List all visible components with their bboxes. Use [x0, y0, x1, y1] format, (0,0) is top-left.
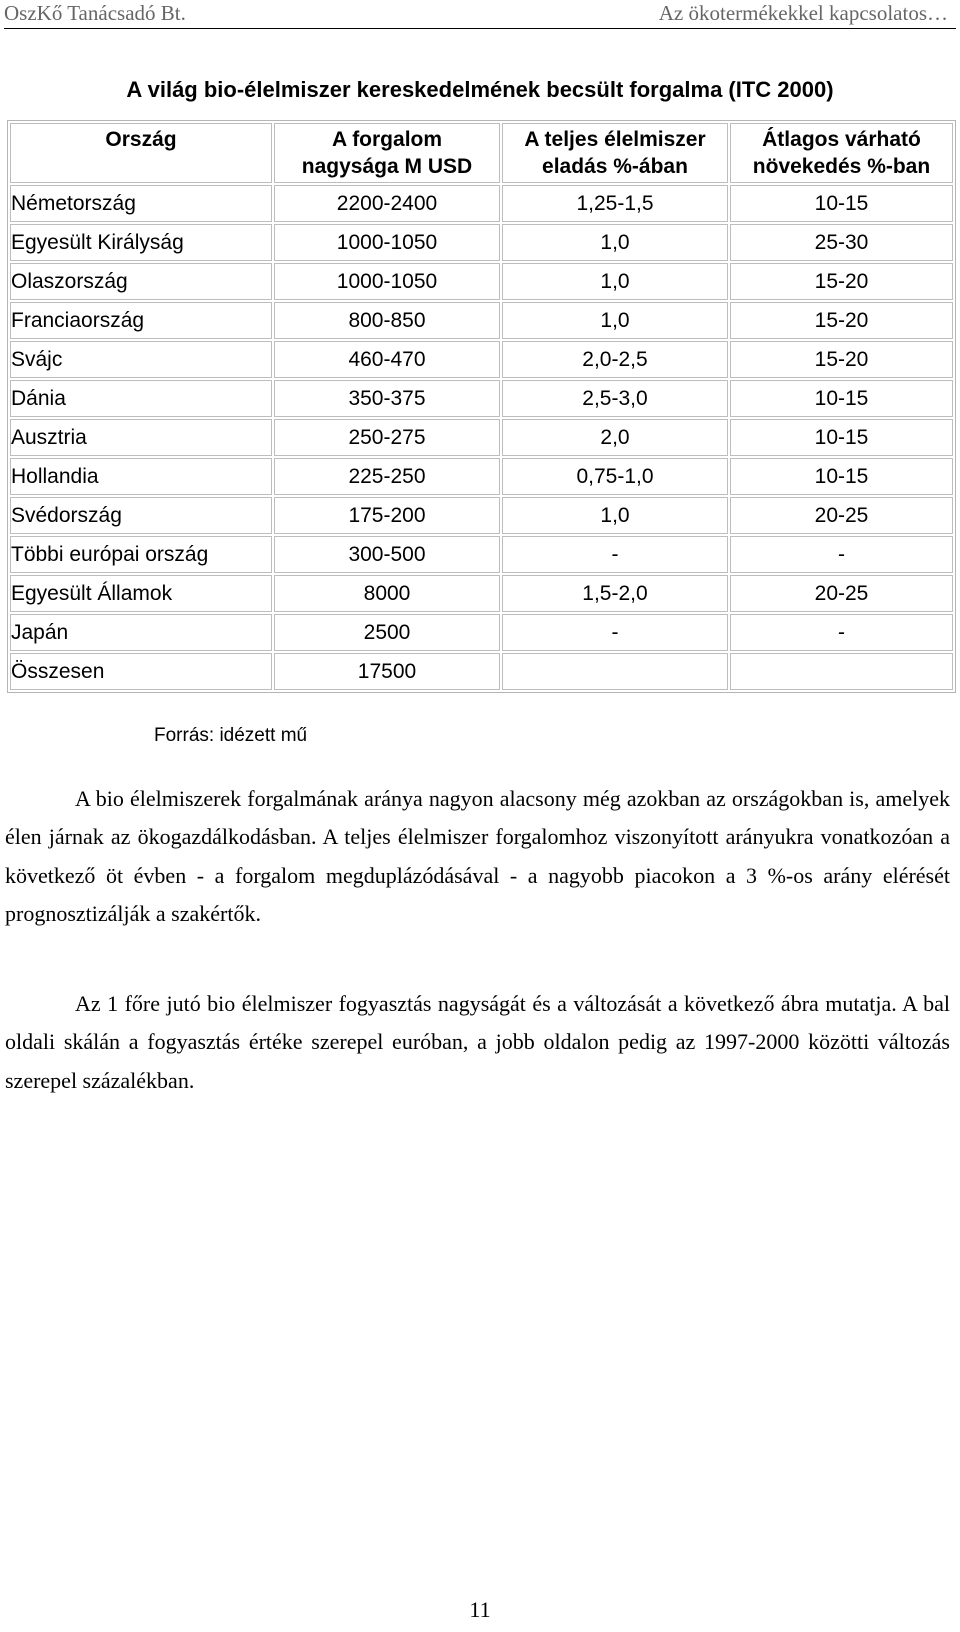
source-note: Forrás: idézett mű: [154, 725, 308, 746]
cell-growth: [730, 653, 953, 690]
paragraph-2: [5, 985, 950, 1100]
table-body: [10, 185, 953, 690]
cell-growth: 10-15: [730, 380, 953, 417]
cell-turnover: 225-250: [274, 458, 500, 495]
cell-country: Svájc: [10, 341, 272, 378]
cell-share: -: [502, 536, 728, 573]
cell-share: 1,0: [502, 263, 728, 300]
cell-share: 1,25-1,5: [502, 185, 728, 222]
cell-turnover: 460-470: [274, 341, 500, 378]
cell-turnover: 2200-2400: [274, 185, 500, 222]
cell-country: Franciaország: [10, 302, 272, 339]
table-row: [10, 341, 953, 378]
table-row: [10, 458, 953, 495]
table-row: [10, 614, 953, 651]
cell-turnover: 1000-1050: [274, 224, 500, 261]
header-turnover: [274, 123, 500, 183]
cell-country: Többi európai ország: [10, 536, 272, 573]
header-left-text: OszKő Tanácsadó Bt.: [4, 1, 186, 25]
cell-growth: 20-25: [730, 497, 953, 534]
header-right-text: Az ökotermékekkel kapcsolatos…: [658, 1, 948, 25]
cell-turnover: 300-500: [274, 536, 500, 573]
cell-share: 2,5-3,0: [502, 380, 728, 417]
cell-country: Egyesült Királyság: [10, 224, 272, 261]
header-growth-line2: növekedés %-ban: [752, 155, 931, 178]
cell-growth: 15-20: [730, 341, 953, 378]
cell-growth: 15-20: [730, 302, 953, 339]
table-title: A világ bio-élelmiszer kereskedelmének becsült forgalma (ITC 2000): [126, 77, 834, 102]
table-row: [10, 185, 953, 222]
table-row: [10, 653, 953, 690]
cell-country: Hollandia: [10, 458, 272, 495]
cell-share: 2,0-2,5: [502, 341, 728, 378]
cell-turnover: 350-375: [274, 380, 500, 417]
cell-country: Összesen: [10, 653, 272, 690]
cell-country: Svédország: [10, 497, 272, 534]
header-growth-line1: Átlagos várható: [762, 128, 921, 151]
paragraph-1: [5, 780, 950, 934]
cell-country: Japán: [10, 614, 272, 651]
header-turnover-line1: A forgalom: [331, 128, 443, 151]
cell-turnover: 17500: [274, 653, 500, 690]
cell-growth: 25-30: [730, 224, 953, 261]
cell-turnover: 1000-1050: [274, 263, 500, 300]
cell-country: Egyesült Államok: [10, 575, 272, 612]
table-row: [10, 575, 953, 612]
cell-growth: 10-15: [730, 458, 953, 495]
cell-growth: -: [730, 536, 953, 573]
cell-share: 1,0: [502, 497, 728, 534]
table-row: [10, 302, 953, 339]
cell-turnover: 175-200: [274, 497, 500, 534]
header-share: [502, 123, 728, 183]
header-share-line1: A teljes élelmiszer: [524, 128, 706, 151]
cell-turnover: 250-275: [274, 419, 500, 456]
paragraph-2-text: Az 1 főre jutó bio élelmiszer fogyasztás nagyságát és a változását a következő ábra mutatja. A bal oldali skálán a fogyasztás értéke szerepel euróban, a jobb oldalon pedig az 1997-2000 közötti változás szerepel százalékban.: [5, 991, 950, 1093]
table-row: [10, 380, 953, 417]
header-growth: [730, 123, 953, 183]
table-row: [10, 536, 953, 573]
page-header: [4, 0, 956, 29]
header-share-line2: eladás %-ában: [542, 155, 688, 178]
page-number: 11: [469, 1597, 491, 1622]
table-header-row: [10, 123, 953, 183]
cell-turnover: 8000: [274, 575, 500, 612]
cell-growth: 20-25: [730, 575, 953, 612]
cell-growth: 10-15: [730, 185, 953, 222]
cell-share: 1,0: [502, 302, 728, 339]
header-turnover-line2: nagysága M USD: [301, 155, 473, 178]
cell-share: 0,75-1,0: [502, 458, 728, 495]
table-row: [10, 224, 953, 261]
cell-growth: 15-20: [730, 263, 953, 300]
table-row: [10, 263, 953, 300]
turnover-table: [7, 120, 956, 693]
cell-share: 1,5-2,0: [502, 575, 728, 612]
cell-country: Dánia: [10, 380, 272, 417]
cell-country: Ausztria: [10, 419, 272, 456]
cell-share: -: [502, 614, 728, 651]
cell-country: Olaszország: [10, 263, 272, 300]
cell-share: [502, 653, 728, 690]
cell-growth: -: [730, 614, 953, 651]
cell-share: 2,0: [502, 419, 728, 456]
cell-turnover: 800-850: [274, 302, 500, 339]
table-row: [10, 497, 953, 534]
cell-share: 1,0: [502, 224, 728, 261]
header-country-line1: Ország: [105, 128, 177, 151]
header-country: [10, 123, 272, 183]
table-row: [10, 419, 953, 456]
paragraph-1-text: A bio élelmiszerek forgalmának aránya nagyon alacsony még azokban az országokban is, amelyek élen járnak az ökogazdálkodásban. A teljes élelmiszer forgalomhoz viszonyított arányukra vonatkozóan a következő öt évben - a forgalom megduplázódásával - a nagyobb piacokon a 3 %-os arány elérését prognosztizálják a szakértők.: [5, 786, 950, 927]
cell-turnover: 2500: [274, 614, 500, 651]
cell-country: Németország: [10, 185, 272, 222]
cell-growth: 10-15: [730, 419, 953, 456]
